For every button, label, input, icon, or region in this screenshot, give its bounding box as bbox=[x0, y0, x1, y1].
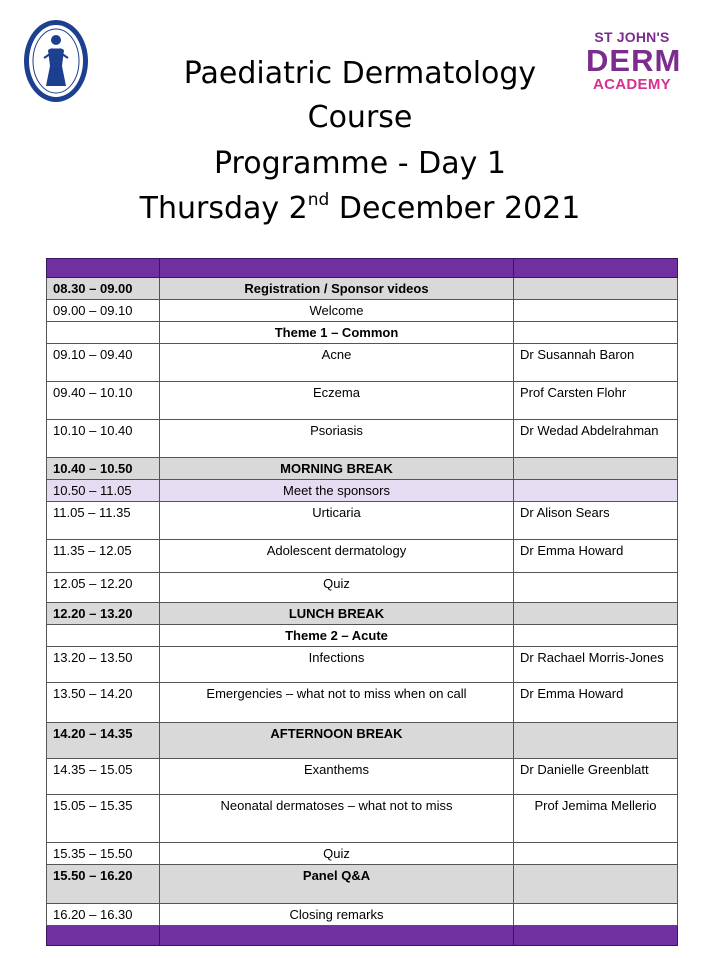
time-cell: 15.35 – 15.50 bbox=[47, 843, 160, 865]
speaker-cell: Dr Alison Sears bbox=[514, 502, 678, 540]
session-cell: MORNING BREAK bbox=[160, 458, 514, 480]
session-cell: Panel Q&A bbox=[160, 865, 514, 904]
speaker-cell bbox=[514, 723, 678, 759]
speaker-cell bbox=[514, 603, 678, 625]
speaker-cell: Dr Emma Howard bbox=[514, 540, 678, 573]
break-row bbox=[47, 865, 678, 904]
session-cell: Theme 2 – Acute bbox=[160, 625, 514, 647]
time-cell bbox=[47, 625, 160, 647]
title-line-2: Course bbox=[307, 100, 413, 135]
speaker-cell: Dr Rachael Morris-Jones bbox=[514, 647, 678, 683]
session-cell: Eczema bbox=[160, 382, 514, 420]
title-line-3: Programme - Day 1 bbox=[213, 146, 507, 181]
schedule-row bbox=[47, 344, 678, 382]
session-cell: Quiz bbox=[160, 573, 514, 603]
session-cell: Registration / Sponsor videos bbox=[160, 278, 514, 300]
time-cell: 15.50 – 16.20 bbox=[47, 865, 160, 904]
schedule-row bbox=[47, 420, 678, 458]
speaker-cell: Dr Danielle Greenblatt bbox=[514, 759, 678, 795]
time-cell: 11.35 – 12.05 bbox=[47, 540, 160, 573]
session-cell: AFTERNOON BREAK bbox=[160, 723, 514, 759]
speaker-cell bbox=[514, 573, 678, 603]
session-cell: Meet the sponsors bbox=[160, 480, 514, 502]
table-header-bar bbox=[47, 259, 678, 278]
schedule-row bbox=[47, 502, 678, 540]
time-cell: 10.10 – 10.40 bbox=[47, 420, 160, 458]
session-cell: Neonatal dermatoses – what not to miss bbox=[160, 795, 514, 843]
speaker-cell bbox=[514, 926, 678, 946]
date-prefix: Thursday 2 bbox=[139, 191, 308, 226]
table-header-bar bbox=[47, 926, 678, 946]
time-cell bbox=[47, 259, 160, 278]
title-line-1: Paediatric Dermatology bbox=[183, 56, 537, 91]
session-cell: Urticaria bbox=[160, 502, 514, 540]
time-cell: 11.05 – 11.35 bbox=[47, 502, 160, 540]
session-cell: Closing remarks bbox=[160, 904, 514, 926]
schedule-row bbox=[47, 795, 678, 843]
speaker-cell bbox=[514, 322, 678, 344]
speaker-cell bbox=[514, 458, 678, 480]
session-cell: Adolescent dermatology bbox=[160, 540, 514, 573]
academy-logo-line3: ACADEMY bbox=[593, 76, 671, 93]
programme-table bbox=[46, 258, 678, 946]
time-cell: 14.35 – 15.05 bbox=[47, 759, 160, 795]
time-cell: 10.40 – 10.50 bbox=[47, 458, 160, 480]
time-cell: 09.00 – 09.10 bbox=[47, 300, 160, 322]
break-row bbox=[47, 603, 678, 625]
session-cell: Welcome bbox=[160, 300, 514, 322]
schedule-row bbox=[47, 300, 678, 322]
schedule-row bbox=[47, 843, 678, 865]
time-cell: 09.10 – 09.40 bbox=[47, 344, 160, 382]
speaker-cell: Dr Susannah Baron bbox=[514, 344, 678, 382]
speaker-cell: Prof Jemima Mellerio bbox=[514, 795, 678, 843]
time-cell: 15.05 – 15.35 bbox=[47, 795, 160, 843]
speaker-cell: Dr Wedad Abdelrahman bbox=[514, 420, 678, 458]
session-cell: Quiz bbox=[160, 843, 514, 865]
session-cell: Infections bbox=[160, 647, 514, 683]
speaker-cell bbox=[514, 259, 678, 278]
schedule-row bbox=[47, 540, 678, 573]
schedule-row bbox=[47, 759, 678, 795]
schedule-row bbox=[47, 647, 678, 683]
theme-row bbox=[47, 322, 678, 344]
time-cell: 16.20 – 16.30 bbox=[47, 904, 160, 926]
speaker-cell bbox=[514, 843, 678, 865]
break-row bbox=[47, 458, 678, 480]
speaker-cell: Prof Carsten Flohr bbox=[514, 382, 678, 420]
time-cell: 09.40 – 10.10 bbox=[47, 382, 160, 420]
break-row bbox=[47, 723, 678, 759]
speaker-cell bbox=[514, 480, 678, 502]
session-cell: Exanthems bbox=[160, 759, 514, 795]
academy-logo-line2: DERM bbox=[586, 43, 682, 78]
time-cell bbox=[47, 322, 160, 344]
session-cell: Emergencies – what not to miss when on call bbox=[160, 683, 514, 723]
academy-logo-line1: ST JOHN'S bbox=[594, 29, 670, 45]
schedule-row bbox=[47, 573, 678, 603]
speaker-cell bbox=[514, 865, 678, 904]
time-cell: 14.20 – 14.35 bbox=[47, 723, 160, 759]
time-cell: 13.20 – 13.50 bbox=[47, 647, 160, 683]
speaker-cell bbox=[514, 300, 678, 322]
time-cell: 12.20 – 13.20 bbox=[47, 603, 160, 625]
time-cell: 12.05 – 12.20 bbox=[47, 573, 160, 603]
schedule-row bbox=[47, 683, 678, 723]
session-cell: Psoriasis bbox=[160, 420, 514, 458]
time-cell bbox=[47, 926, 160, 946]
schedule-row bbox=[47, 904, 678, 926]
programme-table-body bbox=[47, 259, 678, 946]
session-cell: Acne bbox=[160, 344, 514, 382]
session-cell: LUNCH BREAK bbox=[160, 603, 514, 625]
speaker-cell bbox=[514, 904, 678, 926]
schedule-row bbox=[47, 382, 678, 420]
break-row bbox=[47, 278, 678, 300]
title-date bbox=[0, 187, 720, 231]
session-cell: Theme 1 – Common bbox=[160, 322, 514, 344]
date-ordinal: nd bbox=[307, 190, 330, 210]
time-cell: 10.50 – 11.05 bbox=[47, 480, 160, 502]
theme-row bbox=[47, 625, 678, 647]
speaker-cell: Dr Emma Howard bbox=[514, 683, 678, 723]
time-cell: 13.50 – 14.20 bbox=[47, 683, 160, 723]
speaker-cell bbox=[514, 625, 678, 647]
date-rest: December 2021 bbox=[329, 191, 581, 226]
speaker-cell bbox=[514, 278, 678, 300]
session-cell bbox=[160, 259, 514, 278]
time-cell: 08.30 – 09.00 bbox=[47, 278, 160, 300]
session-cell bbox=[160, 926, 514, 946]
schedule-row bbox=[47, 480, 678, 502]
